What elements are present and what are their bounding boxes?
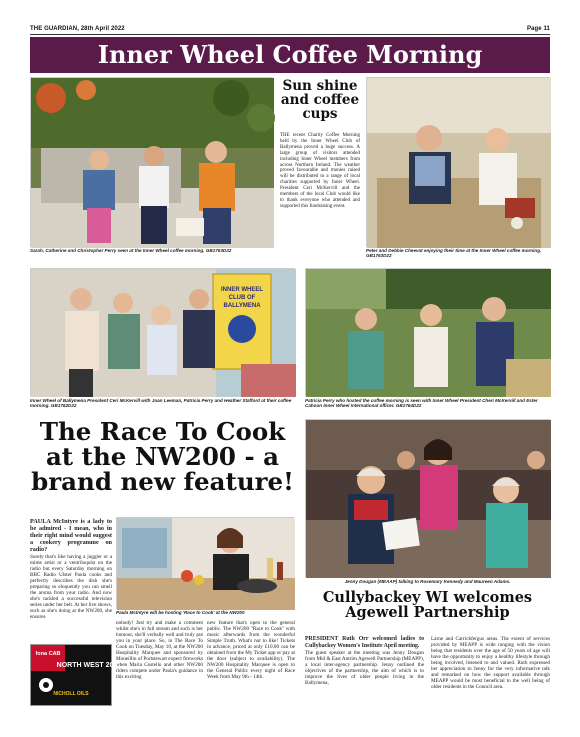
club-sign-text-2: CLUB OF [228,295,256,301]
logo-sponsor-text: fona CAB [35,651,61,657]
club-sign-text-3: BALLYMENA [223,303,261,309]
photo-paula-mcintyre [116,517,294,609]
photo1-caption: Sarah, Catherine and Christopher Perry seen at the Inner Wheel coffee morning. GB1763D22 [30,248,232,253]
photo-cheevat-couple [366,77,550,247]
story2-headline: The Race To Cook at the NW200 - a brand new feature! [31,417,294,496]
photo4-caption: Patricia Perry who hosted the coffee morning is seen with Inner Wheel President Cheri McKervill and Ester Cahoon Inner Wheel International officer. GB1764D22 [305,398,538,409]
story2-col1 [30,518,112,620]
photo3-caption: Inner Wheel of Ballymena President Ceri McKervill with Joan Leeman, Patricia Perry and Heather Stafford at their coffee morning. GB1762D22 [30,398,292,409]
story3-col2: Larne and Carrickfergus areas. The extent of services provided by MEAPP is wide ranging with the vision being that residents over the age of 50 years of age will have the opportunity to enjoy a healthy lifestyle through being involved, listened to and valued. Ruth expressed her appreciation to Jenny for the very informative talk and remarked on how the support available through MEAPP would be most beneficial to the well being of older residents in the Council area. [431,636,550,690]
photo2-caption: Peter and Debbie Cheevat enjoying their time at the Inner Wheel coffee morning. GB1763D22 [366,248,542,259]
logo-main-text: NORTH WEST 200 [56,662,118,669]
story3-lead: PRESIDENT Ruth Orr welcomed ladies to Cullybackey Women's Institute April meeting. [305,636,424,649]
photo-perry-family [30,77,273,247]
logo-sub-text: NICHOLL OILS [53,691,89,697]
story2-col3: new feature that's open to the general public. The NW200 "Race to Cook" with music afterwards from the wonderful Simple Truth. What's not to like! Tickets in advance, priced at only £10.00 can be obtained from the My Ticket app or pay at the door (subject to availability). The NW200 Hospitality Marquee is open to the General Public every night of Race Week from May 9th - 14th. [207,620,295,680]
section-banner: Inner Wheel Coffee Morning [30,37,550,73]
photo5-caption: Paula McIntyre will be hosting 'Race to Cook' at the NW200 [116,610,245,615]
nw200-logo [30,644,118,706]
photo6-caption: Jenny Dougan (MEAAP) talking to Rosemary Kennedy and Maureen Adams. [344,579,511,584]
club-sign-text-1: INNER WHEEL [221,287,263,293]
story2-lead: PAULA McIntyre is a lady to be admired - I mean, who in their right mind would suggest a cookery programme on radio? [30,518,112,553]
photo-president-group [30,268,295,396]
story1-body [280,133,360,210]
header-rule [30,34,550,35]
story1-text: THE recent Charity Coffee Morning held by the Inner Wheel Club of Ballymena proved a huge success. A large group of visitors attended including Inner Wheel members from across Northern Ireland. The weather proved favourable and monies raised will be distributed to a range of local charities supported by Inner Wheel. President Ceri McKervill and the members of the local Club would like to thank everyone who attended and supported this fundraising event. [280,133,360,209]
photo-wi-meeting [305,419,550,577]
story2-col1-text: Surely that's like having a juggler or a mime artist or a ventriloquist on the radio but every Saturday morning on BBC Radio Ulster Paula cooks and perfectly describes the dish she's preparing so eloquently you can smell the aroma from your radio. And now she's tackled a successful television series under her belt. At her live shows, such as she's doing at the NW200, she ensures [30,554,112,620]
story3-col1 [305,636,424,686]
story2-col2: nobody! Just try and make a comment whilst she's in full stream and such is her humour, she'll verbally well and truly put you in your place. So, in The Race To Cook on Tuesday, May 10, at the NW200 Hospitality Marquee and sponsored by Moneillin of Portstewart expect fireworks when Maria Costello and other NW200 riders compete under Paula's guidance in this exciting [116,620,204,680]
photo-hosts-group [305,268,550,396]
publication-line: THE GUARDIAN, 28th April 2022 [30,26,125,32]
story3-headline: Cullybackey WI welcomes Agewell Partnership [322,589,533,621]
story1-headline: Sun shine and coffee cups [280,78,360,122]
page-number: Page 11 [526,26,550,32]
story3-col1-text: The guest speaker at the meeting was Jenny Dougan from Mid & East Antrim Agewell Partnership (MEAPP), a local inter-agency partnership. Jenny outlined the objectives of the partnership, the aim of which is to improve the lives of older people living in the Ballymena, [305,650,424,687]
